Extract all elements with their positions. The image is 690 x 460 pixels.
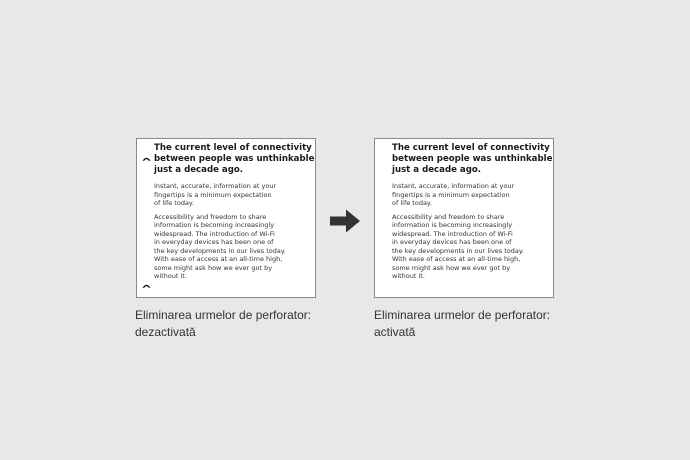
document-before [136,138,316,298]
document-paragraph-1: Instant, accurate, information at your fingertips is a minimum expectation of life today. [392,182,515,207]
arrow-right-icon [329,208,361,234]
punch-hole-mark-icon [142,156,151,161]
document-after [374,138,554,298]
document-paragraph-1: Instant, accurate, information at your fingertips is a minimum expectation of life today. [154,182,277,207]
document-paragraph-2: Accessibility and freedom to share information is becoming increasingly widespread. The introduction of Wi-Fi in everyday devices has been one of the key developments in our lives today. With ease of access at an all-time high, some might ask how we ever got by without it. [392,212,524,280]
document-heading: The current level of connectivity between people was unthinkable just a decade ago. [154,143,315,175]
caption-enabled: Eliminarea urmelor de perforator: activată [374,308,551,339]
document-heading: The current level of connectivity between people was unthinkable just a decade ago. [392,143,553,175]
document-text [392,143,552,286]
document-text [154,143,314,286]
caption-disabled: Eliminarea urmelor de perforator: dezactivată [135,308,312,339]
document-paragraph-2: Accessibility and freedom to share information is becoming increasingly widespread. The introduction of Wi-Fi in everyday devices has been one of the key developments in our lives today. With ease of access at an all-time high, some might ask how we ever got by without it. [154,212,286,280]
punch-hole-mark-icon [142,283,151,288]
